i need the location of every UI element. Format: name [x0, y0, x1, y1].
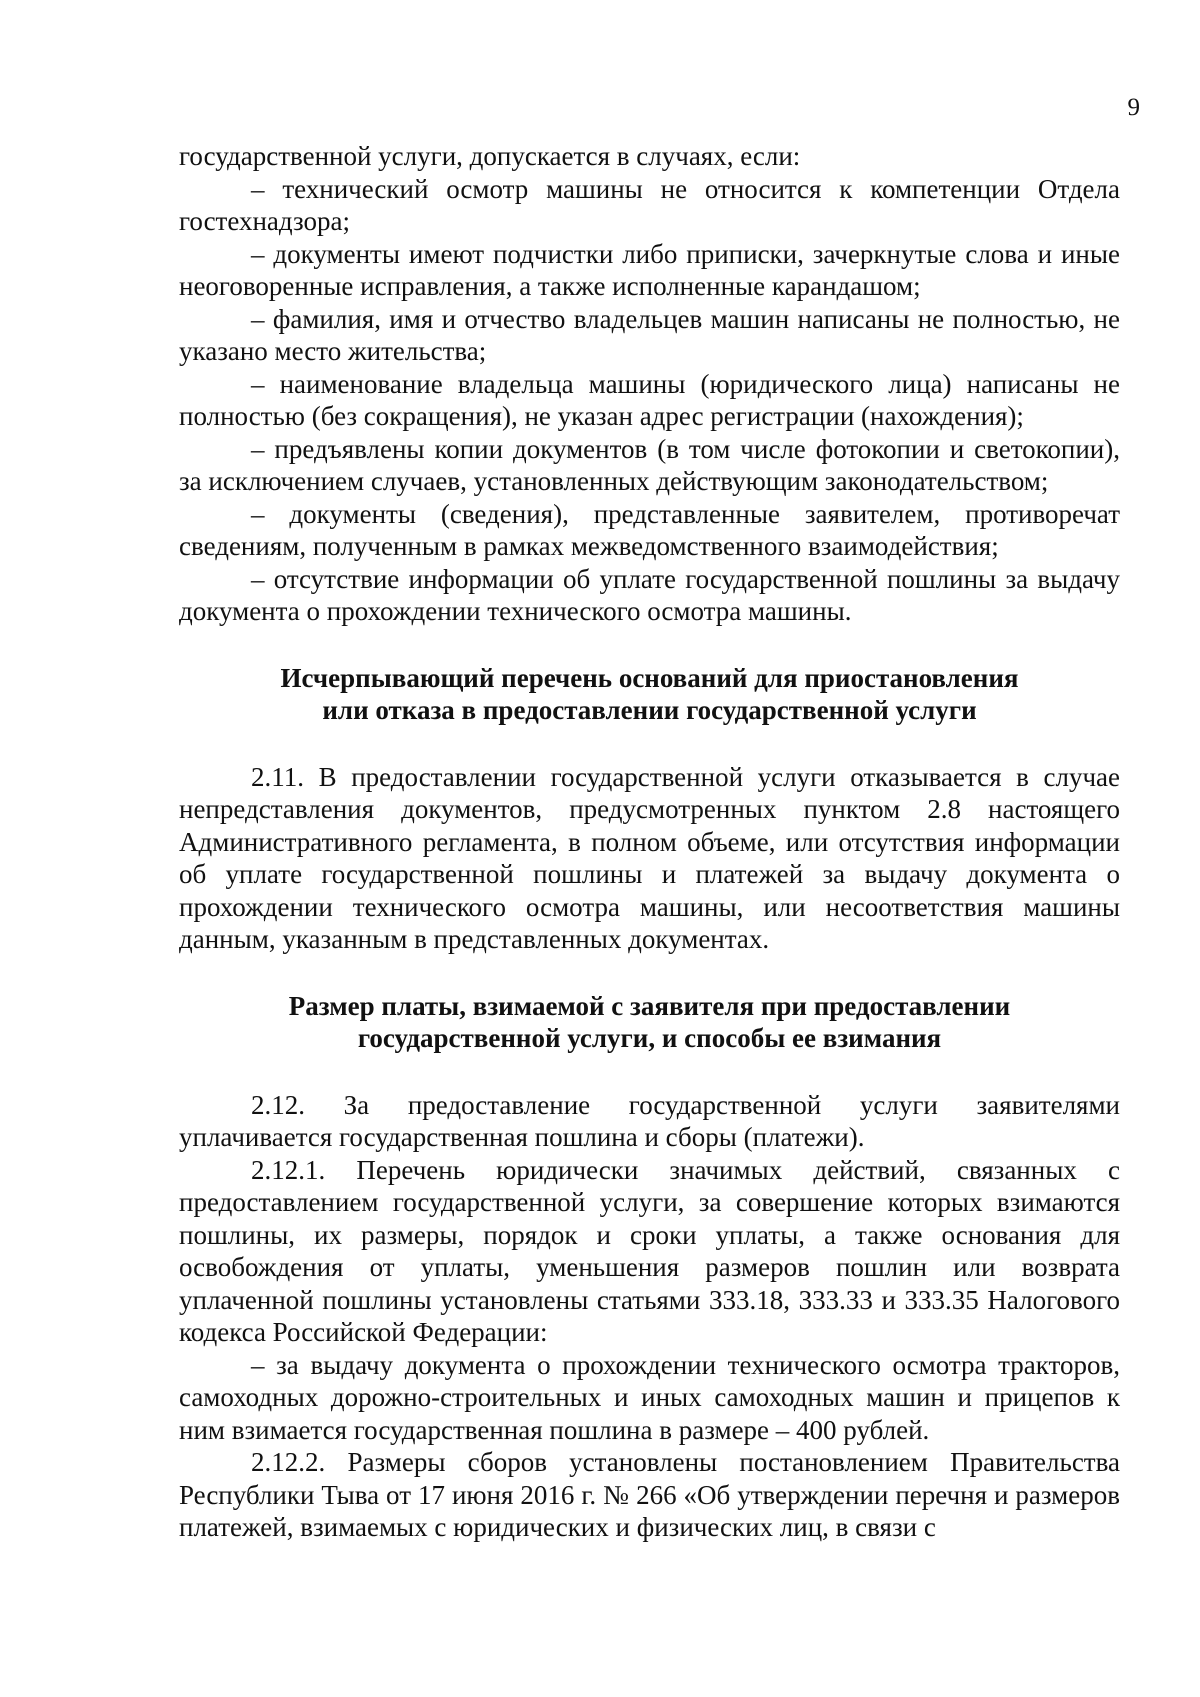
document-body — [179, 140, 1120, 1544]
list-item-7: – отсутствие информации об уплате государственной пошлины за выдачу документа о прохождении технического осмотра машины. — [179, 563, 1120, 626]
paragraph-2-12-1: 2.12.1. Перечень юридически значимых действий, связанных с предоставлением государственной услуги, за совершение которых взимаются пошлины, их размеры, порядок и сроки уплаты, а также основания для освобождения от уплаты, уменьшения размеров пошлин или возврата уплаченной пошлины установлены статьями 333.18, 333.33 и 333.35 Налогового кодекса Российской Федерации: — [179, 1154, 1120, 1347]
paragraph-2-12: 2.12. За предоставление государственной услуги заявителями уплачивается государственная пошлина и сборы (платежи). — [179, 1089, 1120, 1152]
paragraph-2-12-2: 2.12.2. Размеры сборов установлены постановлением Правительства Республики Тыва от 17 июня 2016 г. № 266 «Об утверждении перечня и размеров платежей, взимаемых с юридических и физических лиц, в связи с — [179, 1447, 1120, 1542]
list-item-1: – технический осмотр машины не относится к компетенции Отдела гостехнадзора; — [179, 173, 1120, 236]
intro-line: государственной услуги, допускается в случаях, если: — [179, 141, 801, 171]
paragraph-2-11: 2.11. В предоставлении государственной услуги отказывается в случае непредставления документов, предусмотренных пунктом 2.8 настоящего Административного регламента, в полном объеме, или отсутствия информации об уплате государственной пошлины и платежей за выдачу документа о прохождении технического осмотра машины, или несоответствия машины данным, указанным в представленных документах. — [179, 761, 1120, 954]
list-item-5: – предъявлены копии документов (в том числе фотокопии и светокопии), за исключением случаев, установленных действующим законодательством; — [179, 433, 1120, 496]
list-item-3: – фамилия, имя и отчество владельцев машин написаны не полностью, не указано место жительства; — [179, 303, 1120, 366]
heading-line: государственной услуги, и способы ее взимания — [357, 1023, 942, 1053]
section-heading-fee — [179, 990, 1120, 1055]
paragraph-fee: – за выдачу документа о прохождении технического осмотра тракторов, самоходных дорожно-строительных и иных самоходных машин и прицепов к ним взимается государственная пошлина в размере – 400 рублей. — [179, 1349, 1120, 1445]
page-number: 9 — [1127, 94, 1140, 121]
list-item-6: – документы (сведения), представленные заявителем, противоречат сведениям, полученным в рамках межведомственного взаимодействия; — [179, 498, 1120, 561]
heading-line: Размер платы, взимаемой с заявителя при предоставлении — [288, 990, 1011, 1021]
section-heading-refusal — [179, 662, 1120, 727]
list-item-4: – наименование владельца машины (юридического лица) написаны не полностью (без сокращения), не указан адрес регистрации (нахождения); — [179, 368, 1120, 431]
list-item-2: – документы имеют подчистки либо приписки, зачеркнутые слова и иные неоговоренные исправления, а также исполненные карандашом; — [179, 238, 1120, 301]
heading-line: Исчерпывающий перечень оснований для приостановления — [280, 662, 1019, 693]
heading-line: или отказа в предоставлении государственной услуги — [322, 695, 977, 725]
